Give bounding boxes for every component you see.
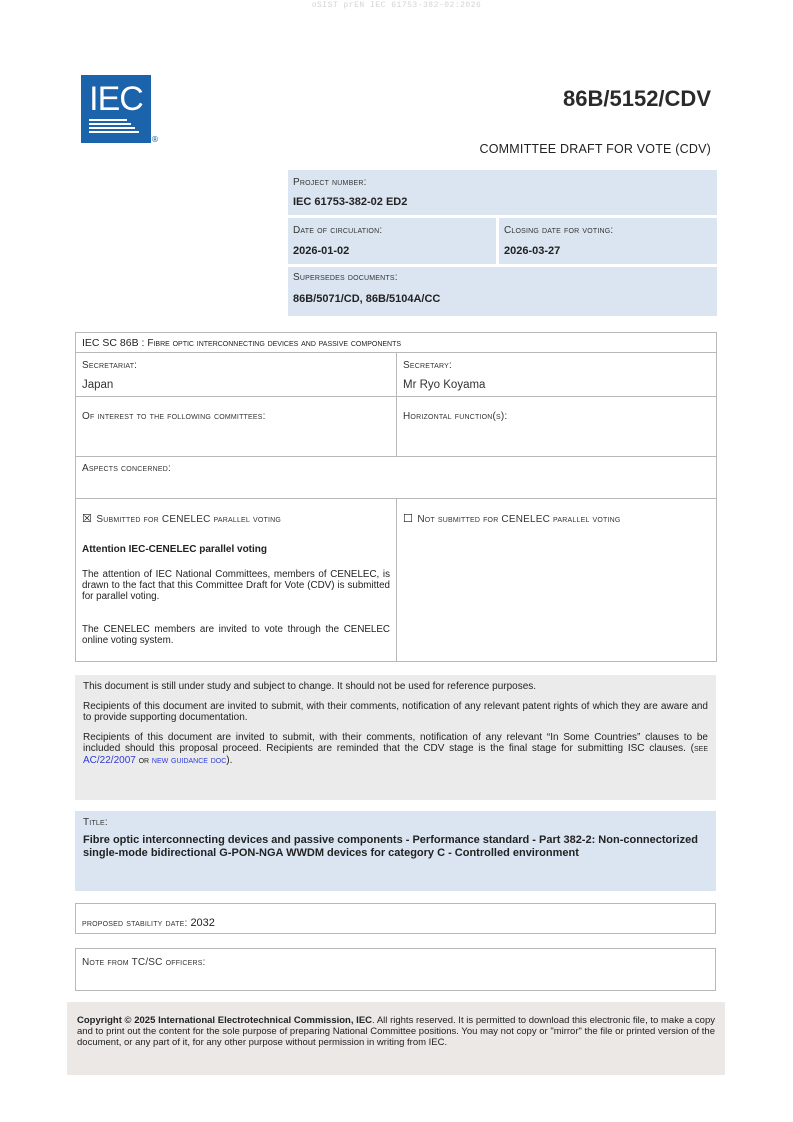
not-submitted-label: Not submitted for CENELEC parallel voting (417, 514, 621, 525)
copyright-text: . All rights reserved. It is permitted to download this electronic file, to make a copy and to print out the content for the sole purpose of preparing National Committee positions. You may not copy or "mirror" the file or printed version of the document, or any part of it, for any other purpose without permission in writing from IEC. (77, 1015, 715, 1049)
supersedes-label: Supersedes documents: (293, 272, 398, 283)
document-watermark: oSIST prEN IEC 61753-382-02:2026 (311, 1, 482, 10)
document-type: COMMITTEE DRAFT FOR VOTE (CDV) (479, 142, 711, 156)
attention-paragraph-2: The CENELEC members are invited to vote through the CENELEC online voting system. (82, 624, 390, 646)
document-number: 86B/5152/CDV (563, 86, 711, 111)
committee-code: IEC SC 86B : (82, 337, 148, 349)
aspects-cell (75, 456, 717, 499)
not-submitted-option (403, 509, 621, 527)
iec-logo (81, 75, 159, 144)
new-guidance-doc-link[interactable]: new guidance doc (151, 754, 227, 766)
not-submitted-cell (396, 498, 717, 662)
copyright-bold: Copyright © 2025 International Electrotechnical Commission, IEC (77, 1015, 373, 1026)
submitted-option (82, 509, 281, 527)
notice-paragraph-2: Recipients of this document are invited to submit, with their comments, notification of any relevant patent rights of which they are aware and to provide supporting documentation. (83, 700, 708, 723)
copyright-notice (67, 1002, 725, 1075)
circulation-cell (288, 218, 496, 264)
closing-label: Closing date for voting: (504, 225, 614, 236)
secretary-label: Secretary: (403, 360, 452, 371)
supersedes-documents: 86B/5071/CD, 86B/5104A/CC (293, 293, 441, 305)
circulation-label: Date of circulation: (293, 225, 383, 236)
title-label: Title: (83, 817, 108, 828)
secretariat-value: Japan (82, 379, 114, 391)
secretary-cell (396, 352, 717, 397)
logo-text: IEC (89, 80, 143, 118)
see-text: see (693, 743, 708, 754)
aspects-label: Aspects concerned: (82, 463, 171, 474)
supersedes-cell (288, 267, 717, 316)
project-number-cell (288, 170, 717, 215)
notice-paragraph-3-end: ). (226, 754, 233, 766)
logo-line (89, 127, 135, 129)
closing-cell (499, 218, 717, 264)
logo-line (89, 119, 127, 121)
stability-date-box (75, 903, 716, 934)
attention-paragraph-1: The attention of IEC National Committees, members of CENELEC, is drawn to the fact that this Committee Draft for Vote (CDV) is submitted for parallel voting. (82, 569, 390, 602)
project-number-label: Project number: (293, 177, 367, 188)
submitted-label: Submitted for CENELEC parallel voting (96, 514, 282, 525)
note-label: Note from TC/SC officers: (82, 957, 206, 968)
notice-paragraph-1: This document is still under study and subject to change. It should not be used for reference purposes. (83, 681, 537, 692)
horizontal-label: Horizontal function(s): (403, 411, 508, 422)
logo-line (89, 131, 139, 133)
interest-cell (75, 396, 397, 457)
project-number: IEC 61753-382-02 ED2 (293, 196, 408, 208)
notice-paragraph-3-text: Recipients of this document are invited to submit, with their comments, notification of any relevant “In Some Countries” clauses to be included should this proposal proceed. Recipients are reminded that the CDV stage is the final stage for submitting ISC clauses. ( (83, 731, 708, 754)
committee-name: Fibre optic interconnecting devices and passive components (147, 338, 402, 349)
unchecked-checkbox-icon: ☐ (403, 512, 413, 525)
stability-date-label: proposed stability date: (82, 918, 191, 929)
circulation-date: 2026-01-02 (293, 245, 350, 257)
title-box (75, 811, 716, 891)
attention-title: Attention IEC-CENELEC parallel voting (82, 544, 268, 555)
closing-date: 2026-03-27 (504, 245, 561, 257)
submitted-cell (75, 498, 397, 662)
or-text: or (135, 754, 152, 766)
ac-22-2007-link[interactable]: AC/22/2007 (83, 754, 136, 766)
committee-heading (75, 332, 717, 353)
document-title: Fibre optic interconnecting devices and passive components - Performance standard - Part 382-2: Non-connectorized single-mode bidirectional G-PON-NGA WWDM devices for category C - Controlled environment (83, 834, 698, 859)
note-box (75, 948, 716, 991)
interest-label: Of interest to the following committees: (82, 411, 266, 422)
checked-checkbox-icon: ☒ (82, 512, 92, 525)
secretariat-cell (75, 352, 397, 397)
stability-date-value: 2032 (190, 917, 215, 929)
secretariat-label: Secretariat: (82, 360, 138, 371)
logo-line (89, 123, 131, 125)
notice-box (75, 675, 716, 800)
notice-paragraph-3 (83, 732, 708, 767)
registered-mark: ® (151, 135, 159, 144)
secretary-value: Mr Ryo Koyama (403, 379, 486, 391)
horizontal-cell (396, 396, 717, 457)
